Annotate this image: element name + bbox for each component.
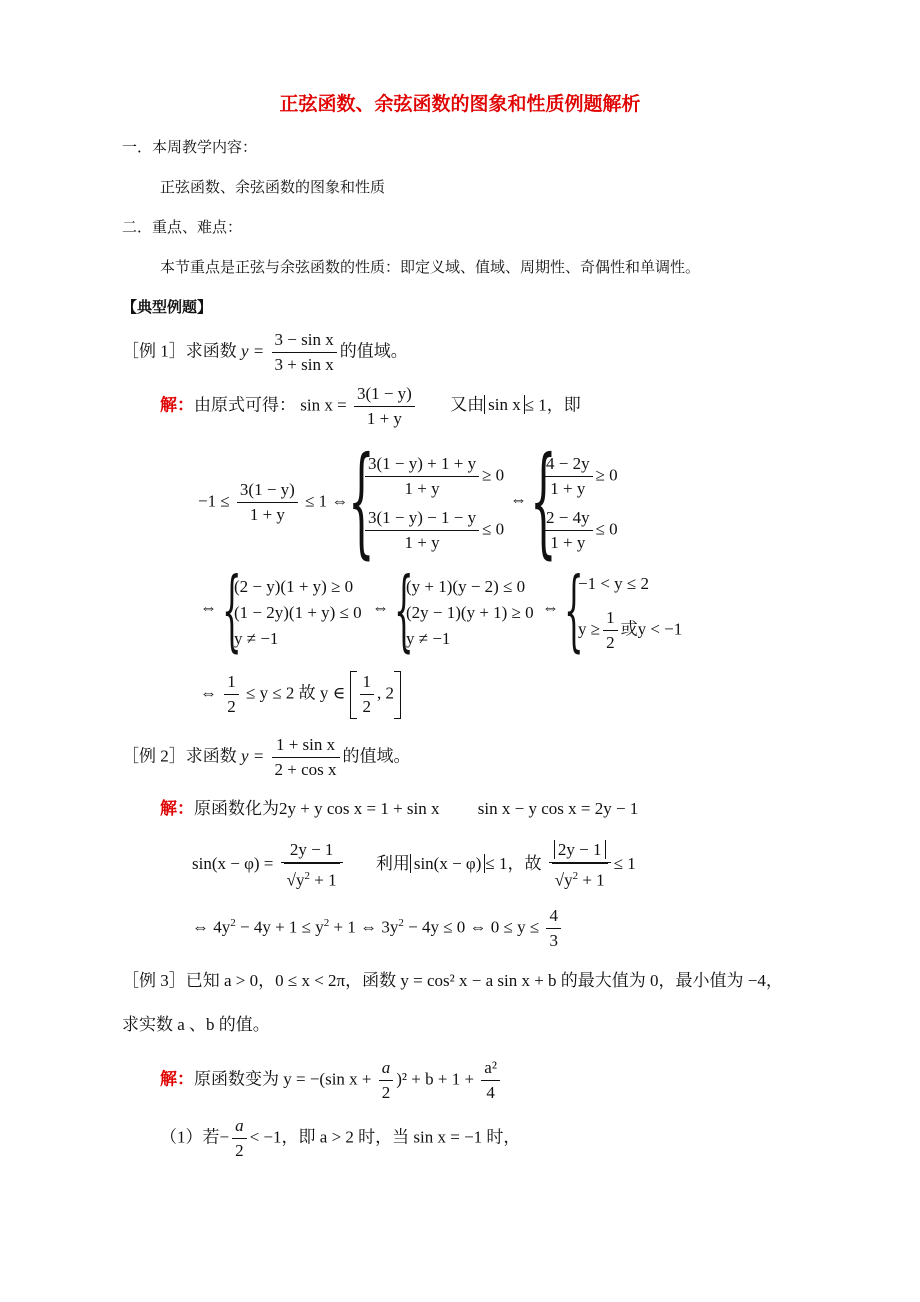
- ex2-solution-label: 解：: [160, 799, 194, 818]
- ex3-case1: （1）若− $\frac{a}{2}$ < −1，即 a > 2 时，当 sin x = −1 时，: [160, 1116, 521, 1160]
- page-title: 正弦函数、余弦函数的图象和性质例题解析: [279, 93, 641, 115]
- brace: {: [394, 558, 414, 661]
- ex1-solution-label: 解：: [160, 395, 194, 415]
- ex1-system1-row1: $\frac{3(1 - y) + 1 + y}{1 + y}$ ≥ 0: [362, 452, 504, 501]
- ex2-statement: ［例 2］求函数 y = $\frac{\text{1 + sin x}}{\text{2 + cos x}}$ 的值域。: [122, 735, 411, 779]
- ex3-statement-line1: ［例 3］已知 a > 0，0 ≤ x < 2π，函数 y = cos² x − a sin x + b 的最大值为 0，最小值为 −4，: [122, 971, 783, 990]
- ex1-statement: ［例 1］求函数 y = $\frac{\text{3 − sin x}}{\text{3 + sin x}}$ 的值域。: [122, 328, 408, 377]
- ex1-system3: (2 − y)(1 + y) ≥ 0 (1 − 2y)(1 + y) ≤ 0 y ≠ −1: [234, 577, 362, 648]
- ex1-solution-line1: 解：由原式可得： sin x = $\frac{3(1 - y)}{1 + y}$ 又由 sin x ≤ 1，即: [160, 384, 581, 428]
- ex1-label: ［例 1］: [122, 341, 186, 361]
- section1-heading: 一．本周教学内容：: [122, 138, 258, 156]
- section2-heading: 二．重点、难点：: [122, 218, 243, 236]
- ex2-label: ［例 2］: [122, 746, 186, 766]
- brace: {: [530, 432, 557, 571]
- ex1-derivation-line1: −1 ≤ $\frac{3(1 - y)}{1 + y}$ ≤ 1 ⇔: [198, 480, 349, 524]
- ex1-system5-row2: y ≥ $\frac{1}{2}$ 或y < −1: [578, 608, 683, 652]
- ex1-system5-row1: −1 < y ≤ 2: [578, 574, 650, 593]
- brace: {: [348, 432, 375, 571]
- ex1-system4: (y + 1)(y − 2) ≤ 0 (2y − 1)(y + 1) ≥ 0 y ≠ −1: [406, 577, 534, 648]
- ex1-result: ⇔ $\frac{1}{2}$ ≤ y ≤ 2 故 y ∈ $\frac{1}{2}$ , 2: [200, 670, 401, 719]
- ex3-solution-label: 解：: [160, 1069, 194, 1089]
- ex3-label: ［例 3］: [122, 971, 186, 990]
- ex1-fraction: $\frac{\text{3 − sin x}}{\text{3 + sin x}}$: [272, 328, 337, 377]
- ex2-solution-line3: ⇔ $4y^2 - 4y + 1 \le y^2 + 1$ ⇔ $3y^2 - 4y \le 0$ ⇔ 0 ≤ y ≤ $\frac{4}{3}$: [192, 904, 564, 953]
- brace: {: [564, 558, 584, 661]
- brace: {: [222, 558, 242, 661]
- section2-content: 本节重点是正弦与余弦函数的性质：即定义域、值域、周期性、奇偶性和单调性。: [160, 258, 701, 276]
- ex1-system1-row2: $\frac{3(1 - y) - 1 - y}{1 + y}$ ≤ 0: [362, 506, 504, 555]
- ex1-system2-row2: $\frac{2 - 4y}{1 + y}$ ≤ 0: [540, 506, 618, 555]
- section1-content: 正弦函数、余弦函数的图象和性质: [160, 178, 386, 196]
- ex3-statement-line2: 求实数 a 、b 的值。: [122, 1015, 270, 1034]
- ex3-solution-line1: 解：原函数变为 y = −(sin x + $\frac{a}{2}$ )² + b + 1 + $\frac{\text{a²}}{4}$: [160, 1056, 503, 1105]
- ex2-solution-line2: sin(x − φ) = $\frac{2y - 1}{√y^2 + 1}$ 利用 sin(x − φ) ≤ 1，故 $\frac{2y - 1}{√y^2 + 1}$ ≤ 1: [192, 838, 636, 893]
- examples-heading: 【典型例题】: [122, 298, 213, 316]
- ex1-system2-row1: $\frac{4 - 2y}{1 + y}$ ≥ 0: [540, 452, 618, 501]
- ex2-solution-line1: 解：原函数化为2y + y cos x = 1 + sin x sin x − y cos x = 2y − 1: [160, 799, 639, 818]
